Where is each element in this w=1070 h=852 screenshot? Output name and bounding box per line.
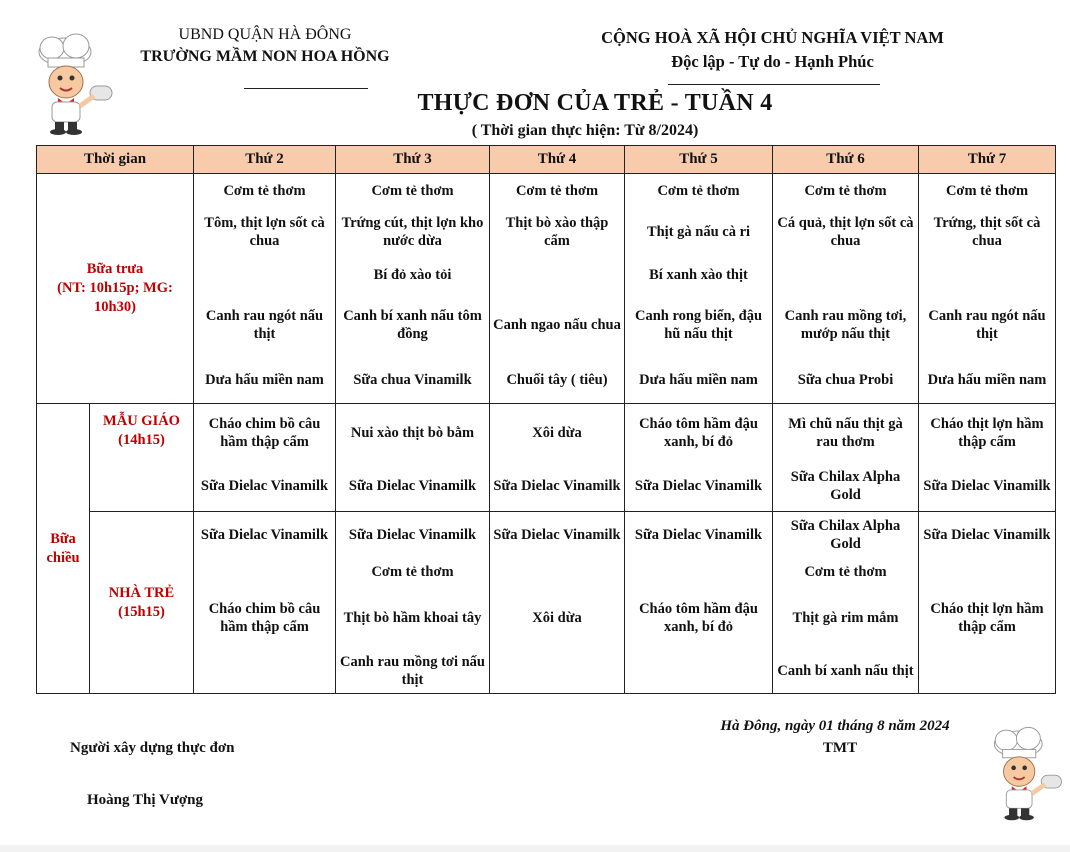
school-header (120, 24, 410, 68)
menu-item: Dưa hấu miền nam (205, 371, 324, 388)
menu-cell (919, 404, 1056, 512)
menu-cell (336, 512, 490, 694)
menu-item: Thịt gà nấu cà ri (646, 224, 751, 240)
menu-item: Cơm tẻ thơm (804, 563, 887, 580)
table-header-row (37, 146, 1056, 174)
menu-cell (194, 404, 336, 512)
nursery-label: NHÀ TRẺ (15h15) (90, 512, 194, 694)
menu-item: Canh ngao nấu chua (493, 317, 621, 333)
menu-cell (625, 512, 773, 694)
menu-item (919, 649, 1055, 693)
menu-item: Cháo tôm hầm đậu xanh, bí đỏ (639, 415, 758, 450)
divider (244, 88, 368, 89)
menu-item: Thịt bò xào thập cẩm (505, 215, 609, 249)
builder-name: Hoàng Thị Vượng (87, 792, 203, 808)
menu-cell (919, 512, 1056, 694)
menu-item: Cháo chim bồ câu hầm thập cẩm (208, 600, 321, 635)
menu-item: Sữa Chilax Alpha Gold (790, 468, 901, 503)
menu-item: Trứng cút, thịt lợn kho nước dừa (341, 215, 484, 249)
menu-item (194, 649, 335, 693)
menu-item: Cơm tẻ thơm (371, 183, 454, 199)
district-name: UBND QUẬN HÀ ĐÔNG (178, 26, 352, 43)
menu-item: Sữa Chilax Alpha Gold (790, 517, 901, 552)
menu-item: Sữa chua Probi (797, 371, 894, 388)
menu-table (36, 145, 1056, 694)
divider (668, 84, 880, 85)
menu-item: Canh rong biển, đậu hũ nấu thịt (634, 308, 763, 342)
page-subtitle: ( Thời gian thực hiện: Từ 8/2024) (471, 122, 699, 139)
menu-item (919, 557, 1055, 587)
menu-item: Cơm tẻ thơm (371, 563, 454, 580)
menu-item: Sữa Dielac Vinamilk (348, 526, 477, 543)
menu-item: Sữa Dielac Vinamilk (200, 477, 329, 494)
menu-item (194, 256, 335, 294)
menu-item: Sữa Dielac Vinamilk (923, 526, 1051, 543)
approver: TMT (822, 740, 858, 756)
menu-item: Canh bí xanh nấu thịt (777, 662, 914, 679)
menu-item (490, 557, 624, 587)
menu-item (919, 256, 1055, 294)
lunch-row (37, 174, 1056, 404)
menu-item: Xôi dừa (532, 424, 582, 441)
menu-item: Canh rau mồng tơi nấu thịt (339, 653, 485, 688)
header-day: Thứ 3 (336, 146, 490, 174)
menu-item: Sữa Dielac Vinamilk (493, 526, 621, 543)
menu-item: Cơm tẻ thơm (657, 183, 740, 199)
menu-item: Trứng, thịt sốt cà chua (933, 215, 1041, 249)
menu-item: Thịt bò hầm khoai tây (343, 609, 482, 626)
menu-item: Bí xanh xào thịt (649, 267, 748, 283)
menu-item: Cháo chim bồ câu hầm thập cẩm (208, 415, 321, 450)
menu-item: Cơm tẻ thơm (945, 183, 1029, 199)
menu-item (773, 256, 918, 294)
header-day: Thứ 2 (194, 146, 336, 174)
menu-item: Canh bí xanh nấu tôm đồng (343, 308, 482, 342)
school-name: TRƯỜNG MẦM NON HOA HỒNG (140, 48, 390, 65)
menu-cell (336, 174, 490, 404)
menu-item: Sữa Dielac Vinamilk (348, 477, 477, 494)
menu-cell (625, 404, 773, 512)
menu-item: Sữa chua Vinamilk (353, 371, 472, 388)
menu-cell (490, 404, 625, 512)
header-time: Thời gian (37, 146, 194, 174)
menu-item: Chuối tây ( tiêu) (506, 371, 608, 388)
menu-item: Thịt gà rim mắm (792, 609, 899, 626)
menu-cell (194, 174, 336, 404)
menu-cell (773, 174, 919, 404)
menu-cell (773, 404, 919, 512)
kindergarten-label: MẪU GIÁO (14h15) (90, 404, 194, 512)
menu-cell (194, 512, 336, 694)
menu-item: Dưa hấu miền nam (639, 371, 758, 388)
chef-icon (975, 722, 1067, 822)
kindergarten-row (37, 404, 1056, 512)
header-day: Thứ 6 (773, 146, 919, 174)
country-name: CỘNG HOÀ XÃ HỘI CHỦ NGHĨA VIỆT NAM (601, 28, 944, 47)
menu-item: Tôm, thịt lợn sốt cà chua (204, 215, 325, 249)
menu-item: Cháo thịt lợn hầm thập cẩm (930, 415, 1044, 450)
lunch-label: Bữa trưa (NT: 10h15p; MG: 10h30) (37, 174, 194, 404)
header-day: Thứ 4 (490, 146, 625, 174)
menu-item: Sữa Dielac Vinamilk (634, 526, 763, 543)
afternoon-label: Bữa chiều (37, 404, 90, 694)
menu-cell (336, 404, 490, 512)
header-day: Thứ 5 (625, 146, 773, 174)
menu-item (625, 557, 772, 587)
menu-item: Canh rau ngót nấu thịt (205, 308, 324, 342)
national-header (570, 26, 975, 74)
menu-item: Bí đỏ xào tỏi (373, 267, 452, 283)
menu-cell (625, 174, 773, 404)
menu-item: Cơm tẻ thơm (804, 183, 887, 199)
menu-item: Sữa Dielac Vinamilk (634, 477, 763, 494)
nursery-row (37, 512, 1056, 694)
menu-item (194, 557, 335, 587)
menu-item: Canh rau ngót nấu thịt (928, 308, 1046, 342)
menu-cell (773, 512, 919, 694)
menu-item: Sữa Dielac Vinamilk (493, 477, 621, 494)
menu-item: Mì chũ nấu thịt gà rau thơm (788, 415, 903, 450)
signature-date: Hà Đông, ngày 01 tháng 8 năm 2024 (720, 718, 950, 734)
chef-icon (18, 30, 118, 135)
menu-item (490, 649, 624, 693)
menu-cell (490, 174, 625, 404)
menu-item: Cơm tẻ thơm (515, 183, 599, 199)
menu-item: Cháo tôm hầm đậu xanh, bí đỏ (639, 600, 758, 635)
header-day: Thứ 7 (919, 146, 1056, 174)
page-title: THỰC ĐƠN CỦA TRẺ - TUẦN 4 (417, 90, 773, 116)
menu-item (490, 256, 624, 294)
menu-item: Dưa hấu miền nam (927, 371, 1047, 388)
national-motto: Độc lập - Tự do - Hạnh Phúc (671, 52, 874, 71)
builder-label: Người xây dựng thực đơn (70, 740, 235, 756)
menu-item: Sữa Dielac Vinamilk (923, 477, 1051, 494)
menu-item: Cháo thịt lợn hầm thập cẩm (930, 600, 1044, 635)
menu-item: Canh rau mồng tơi, mướp nấu thịt (784, 308, 907, 342)
menu-item: Nui xào thịt bò bằm (350, 424, 475, 441)
menu-item (625, 649, 772, 693)
menu-item: Xôi dừa (532, 609, 582, 626)
menu-item: Sữa Dielac Vinamilk (200, 526, 329, 543)
menu-item: Cơm tẻ thơm (223, 183, 306, 199)
menu-item: Cá quả, thịt lợn sốt cà chua (777, 215, 914, 249)
menu-cell (919, 174, 1056, 404)
menu-cell (490, 512, 625, 694)
